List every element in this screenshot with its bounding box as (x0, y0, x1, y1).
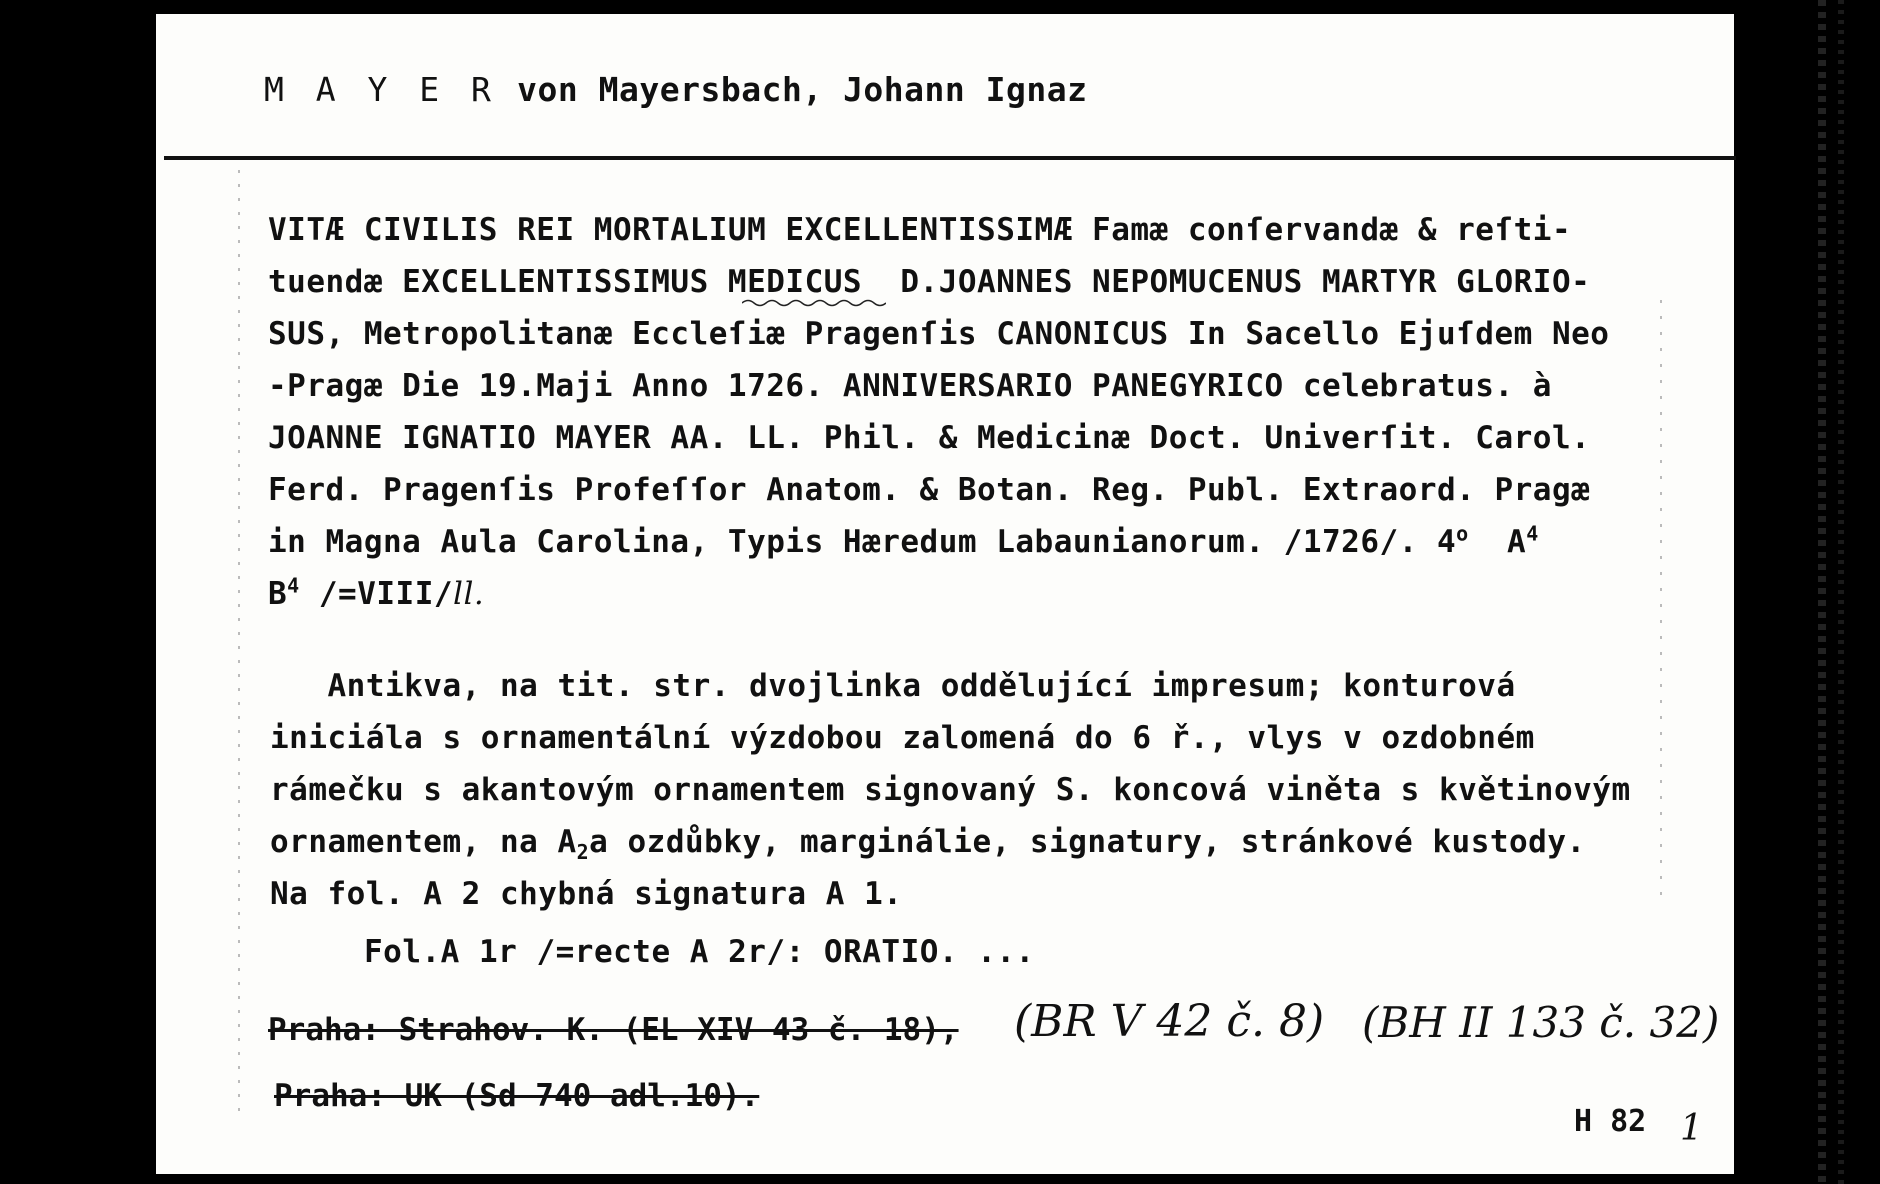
description-line: rámečku s akantovým ornamentem signovaný S. koncová viněta s květinovým (270, 772, 1631, 808)
collation-line (268, 568, 1609, 620)
medicus-wavy-underline (742, 298, 886, 308)
holding-uk: Praha: UK (Sd 740 adl.10). (274, 1078, 760, 1114)
sheet-number: 1 (1680, 1108, 1703, 1149)
description-line: iniciála s ornamentální výzdobou zalomená do 6 ř., vlys v ozdobném (270, 720, 1535, 756)
left-dotted-guide (238, 170, 240, 1120)
title-line: in Magna Aula Carolina, Typis Hæredum Labaunianorum. /1726/. 4 (268, 524, 1457, 560)
title-line: tuendæ EXCELLENTISSIMUS MEDICUS D.JOANNES NEPOMUCENUS MARTYR GLORIO- (268, 264, 1591, 300)
description-line: Na fol. A 2 chybná signatura A 1. (270, 876, 903, 912)
description-line: ornamentem, na A (270, 824, 577, 860)
handwritten-shelfmark-2: (BH II 133 č. 32) (1362, 998, 1720, 1047)
heading-rule (164, 156, 1736, 160)
collation-handwritten: ll. (453, 576, 485, 612)
title-line: VITÆ CIVILIS REI MORTALIUM EXCELLENTISSIMÆ Famæ conſervandæ & reſti- (268, 212, 1572, 248)
title-line: Ferd. Pragenſis Profeſſor Anatom. & Botan. Reg. Publ. Extraord. Pragæ (268, 472, 1591, 508)
signature-subscript: 2 (576, 840, 590, 865)
right-dotted-guide (1660, 300, 1662, 900)
title-line: -Pragæ Die 19.Maji Anno 1726. ANNIVERSARIO PANEGYRICO celebratus. à (268, 368, 1552, 404)
handwritten-shelfmark-1: (BR V 42 č. 8) (1014, 996, 1325, 1047)
author-name-rest: von Mayersbach, Johann Ignaz (496, 70, 1088, 109)
title-line: JOANNE IGNATIO MAYER AA. LL. Phil. & Medicinæ Doct. Univerſit. Carol. (268, 420, 1591, 456)
description-line: Antikva, na tit. str. dvojlinka oddělující impresum; konturová (270, 668, 1516, 704)
scan-edge (1818, 0, 1826, 1184)
signature-a-count: 4 (1526, 521, 1539, 546)
author-heading (264, 70, 1087, 109)
physical-description (270, 660, 1631, 920)
incipit: Fol.A 1r /=recte A 2r/: ORATIO. ... (364, 934, 1035, 970)
signature-a: A (1507, 524, 1527, 560)
scan-edge-secondary (1838, 0, 1844, 1184)
author-surname: M A Y E R (264, 70, 497, 109)
description-line-4 (270, 816, 1631, 868)
signature-b-count: 4 (287, 573, 300, 598)
imprint-line (268, 516, 1609, 568)
title-transcription (268, 204, 1609, 620)
collation: /=VIII/ (299, 576, 454, 612)
title-line: SUS, Metropolitanæ Eccleſiæ Pragenſis CANONICUS In Sacello Ejuſdem Neo (268, 316, 1610, 352)
description-line-rest: a ozdůbky, marginálie, signatury, stránkové kustody. (589, 824, 1586, 860)
holding-strahov: Praha: Strahov. K. (EL XIV 43 č. 18), (268, 1012, 959, 1048)
signature-b: B (268, 576, 288, 612)
format-degree: o (1456, 521, 1469, 546)
catalog-mark: H 82 (1574, 1104, 1647, 1139)
